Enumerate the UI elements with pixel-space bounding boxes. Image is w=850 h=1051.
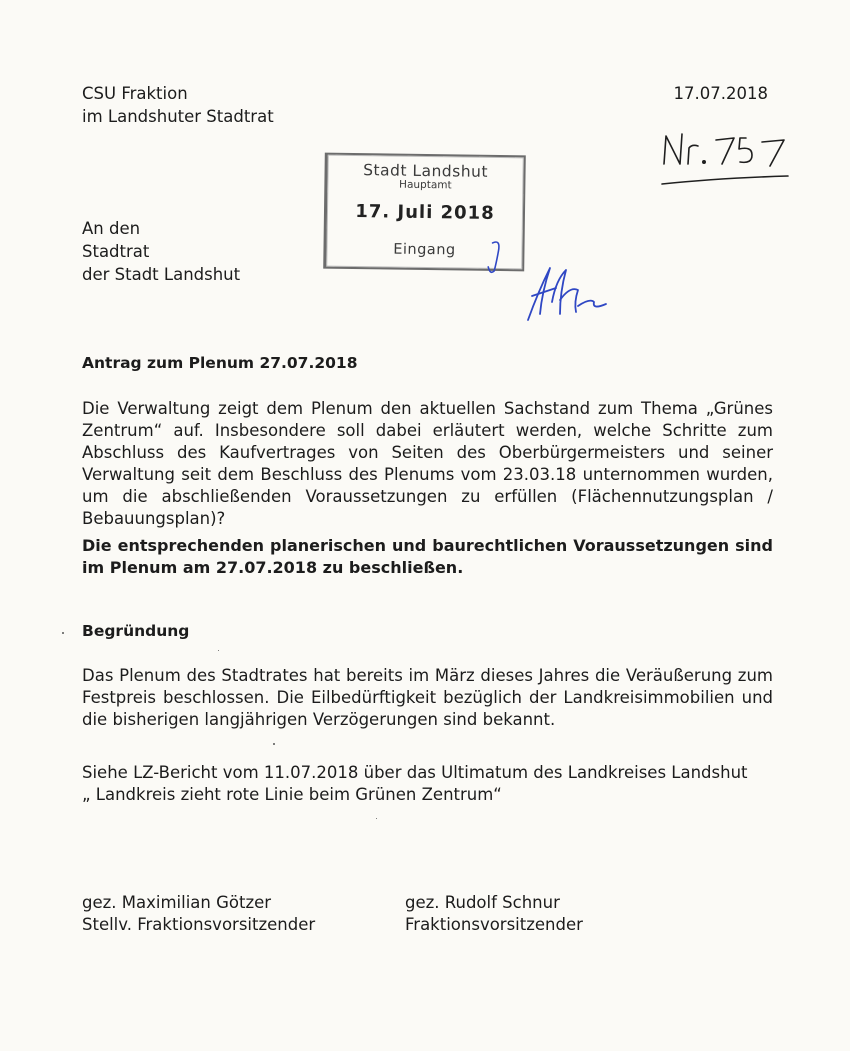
signature-block-deputy bbox=[82, 892, 315, 936]
stamp-department: Hauptamt bbox=[399, 178, 452, 192]
sender-line-1: CSU Fraktion bbox=[82, 84, 188, 103]
paragraph-reference bbox=[82, 762, 782, 806]
reference-line-1: Siehe LZ-Bericht vom 11.07.2018 über das Ultimatum des Landkreises Landshut bbox=[82, 763, 748, 782]
incoming-stamp bbox=[323, 153, 526, 272]
recipient-line-1: An den bbox=[82, 219, 141, 238]
reasoning-heading: Begründung bbox=[82, 622, 190, 640]
stamp-date: 17. Juli 2018 bbox=[355, 201, 495, 224]
subject-heading: Antrag zum Plenum 27.07.2018 bbox=[82, 354, 358, 372]
sender-line-2: im Landshuter Stadtrat bbox=[82, 107, 274, 126]
sender-block bbox=[82, 82, 274, 128]
scan-speck bbox=[273, 743, 275, 745]
letter-date: 17.07.2018 bbox=[673, 84, 768, 103]
signature-block-chair bbox=[405, 892, 583, 936]
stamp-city: Stadt Landshut bbox=[363, 161, 489, 181]
scan-speck bbox=[376, 818, 377, 819]
paragraph-request: Die Verwaltung zeigt dem Plenum den aktuellen Sachstand zum Thema „Grünes Zentrum“ auf. Insbesondere soll dabei erläutert werden, welche Schritte zum Abschluss des Kaufvertrages von Seiten des Oberbürgermeisters und seiner Verwaltung seit dem Beschluss des Plenums vom 23.03.18 unternommen wurden, um die abschließenden Voraussetzungen zu erfüllen (Flächennutzungsplan / Bebauungsplan)? bbox=[82, 399, 773, 528]
recipient-line-2: Stadtrat bbox=[82, 242, 150, 261]
reference-line-2: „ Landkreis zieht rote Linie beim Grünen Zentrum“ bbox=[82, 785, 502, 804]
scan-speck bbox=[62, 632, 64, 634]
handwritten-number-note bbox=[660, 128, 800, 190]
signature-role: Stellv. Fraktionsvorsitzender bbox=[82, 915, 316, 934]
signature-role: Fraktionsvorsitzender bbox=[405, 915, 583, 934]
recipient-line-3: der Stadt Landshut bbox=[82, 265, 241, 284]
recipient-block bbox=[82, 217, 240, 286]
paragraph-resolution: Die entsprechenden planerischen und baurechtlichen Voraussetzungen sind im Plenum am 27.07.2018 zu beschließen. bbox=[82, 536, 773, 577]
stamp-handwritten-mark bbox=[484, 237, 505, 277]
scan-speck bbox=[218, 650, 219, 651]
signature-name: gez. Rudolf Schnur bbox=[405, 893, 560, 912]
paragraph-reasoning: Das Plenum des Stadtrates hat bereits im März dieses Jahres die Veräußerung zum Festpreis beschlossen. Die Eilbedürftigkeit bezüglich der Landkreisimmobilien und die bisherigen langjährigen Verzögerungen sind bekannt. bbox=[82, 666, 773, 729]
handwritten-initials bbox=[520, 262, 620, 324]
signature-name: gez. Maximilian Götzer bbox=[82, 893, 272, 912]
stamp-incoming-label: Eingang bbox=[393, 241, 456, 259]
